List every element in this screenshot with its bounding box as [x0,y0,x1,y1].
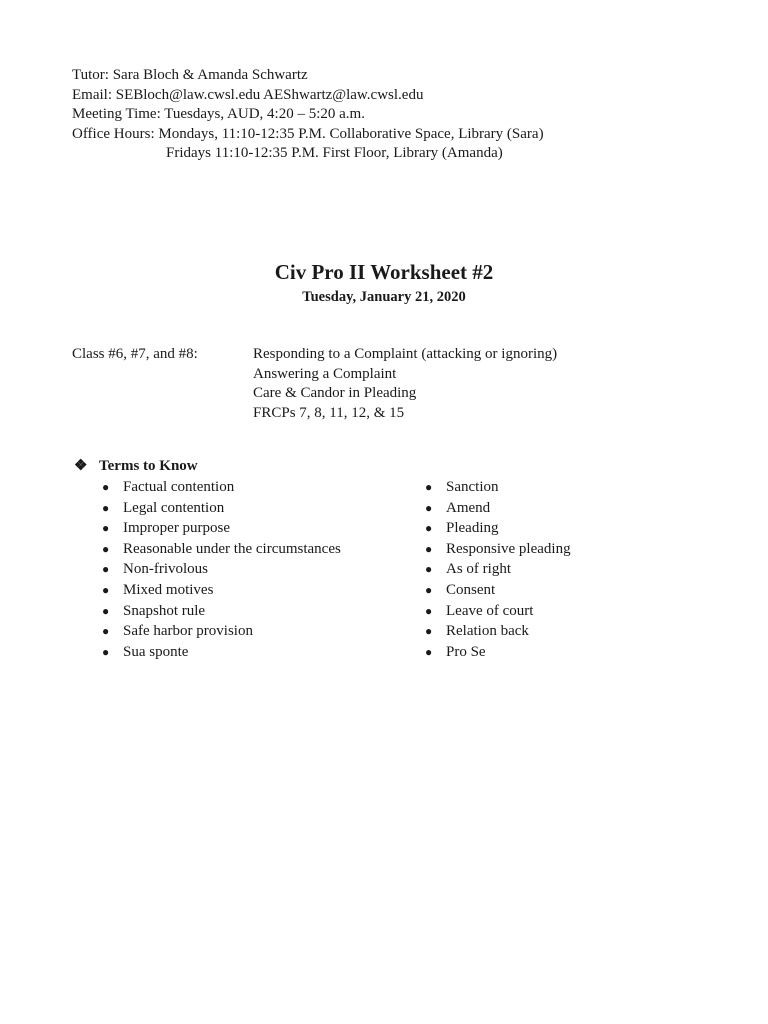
bullet-icon: ● [425,603,433,618]
list-item: ● Pro Se [425,642,571,663]
bullet-icon: ● [102,582,110,597]
class-label: Class #6, #7, and #8: [72,346,198,362]
tutor-info-block [72,66,544,164]
list-item: ● Sua sponte [102,642,341,663]
office-hours-line-2: Fridays 11:10-12:35 P.M. First Floor, Library (Amanda) [166,145,503,161]
bullet-icon: ● [425,644,433,659]
diamond-bullet-icon: ❖ [74,458,88,474]
list-item: ● Improper purpose [102,518,341,539]
list-item: ● As of right [425,559,571,580]
list-item: ● Non-frivolous [102,559,341,580]
bullet-icon: ● [102,500,110,515]
bullet-icon: ● [425,500,433,515]
list-item: ● Pleading [425,518,571,539]
terms-heading [74,457,198,476]
worksheet-title: Civ Pro II Worksheet #2 [274,260,494,284]
bullet-icon: ● [102,541,110,556]
list-item: ● Sanction [425,477,571,498]
class-topic: Responding to a Complaint (attacking or ignoring) [253,346,558,362]
class-topic: Care & Candor in Pleading [253,385,417,401]
bullet-icon: ● [425,541,433,556]
terms-list-left [102,477,341,662]
list-item: ● Factual contention [102,477,341,498]
list-item: ● Consent [425,580,571,601]
terms-list-right [425,477,571,662]
class-topic: Answering a Complaint [253,365,397,382]
bullet-icon: ● [425,521,433,536]
bullet-icon: ● [425,582,433,597]
list-item: ● Relation back [425,621,571,642]
terms-heading-label: Terms to Know [99,458,198,474]
list-item: ● Responsive pleading [425,539,571,560]
list-item: ● Leave of court [425,601,571,622]
office-hours-line-1: Office Hours: Mondays, 11:10-12:35 P.M. Collaborative Space, Library (Sara) [72,125,544,142]
list-item: ● Legal contention [102,498,341,519]
list-item: ● Amend [425,498,571,519]
class-topics [253,345,557,423]
list-item: ● Snapshot rule [102,601,341,622]
bullet-icon: ● [102,644,110,659]
bullet-icon: ● [102,624,110,639]
worksheet-date: Tuesday, January 21, 2020 [302,289,466,305]
bullet-icon: ● [425,562,433,577]
bullet-icon: ● [102,521,110,536]
email-line: Email: SEBloch@law.cwsl.edu AEShwartz@law.cwsl.edu [72,86,424,103]
meeting-time-line: Meeting Time: Tuesdays, AUD, 4:20 – 5:20 a.m. [72,106,365,122]
list-item: ● Mixed motives [102,580,341,601]
tutor-line: Tutor: Sara Bloch & Amanda Schwartz [72,67,308,83]
bullet-icon: ● [102,603,110,618]
bullet-icon: ● [425,624,433,639]
list-item: ● Safe harbor provision [102,621,341,642]
list-item: ● Reasonable under the circumstances [102,539,341,560]
bullet-icon: ● [102,480,110,494]
bullet-icon: ● [425,480,433,494]
bullet-icon: ● [102,562,110,577]
class-topic: FRCPs 7, 8, 11, 12, & 15 [253,404,405,421]
